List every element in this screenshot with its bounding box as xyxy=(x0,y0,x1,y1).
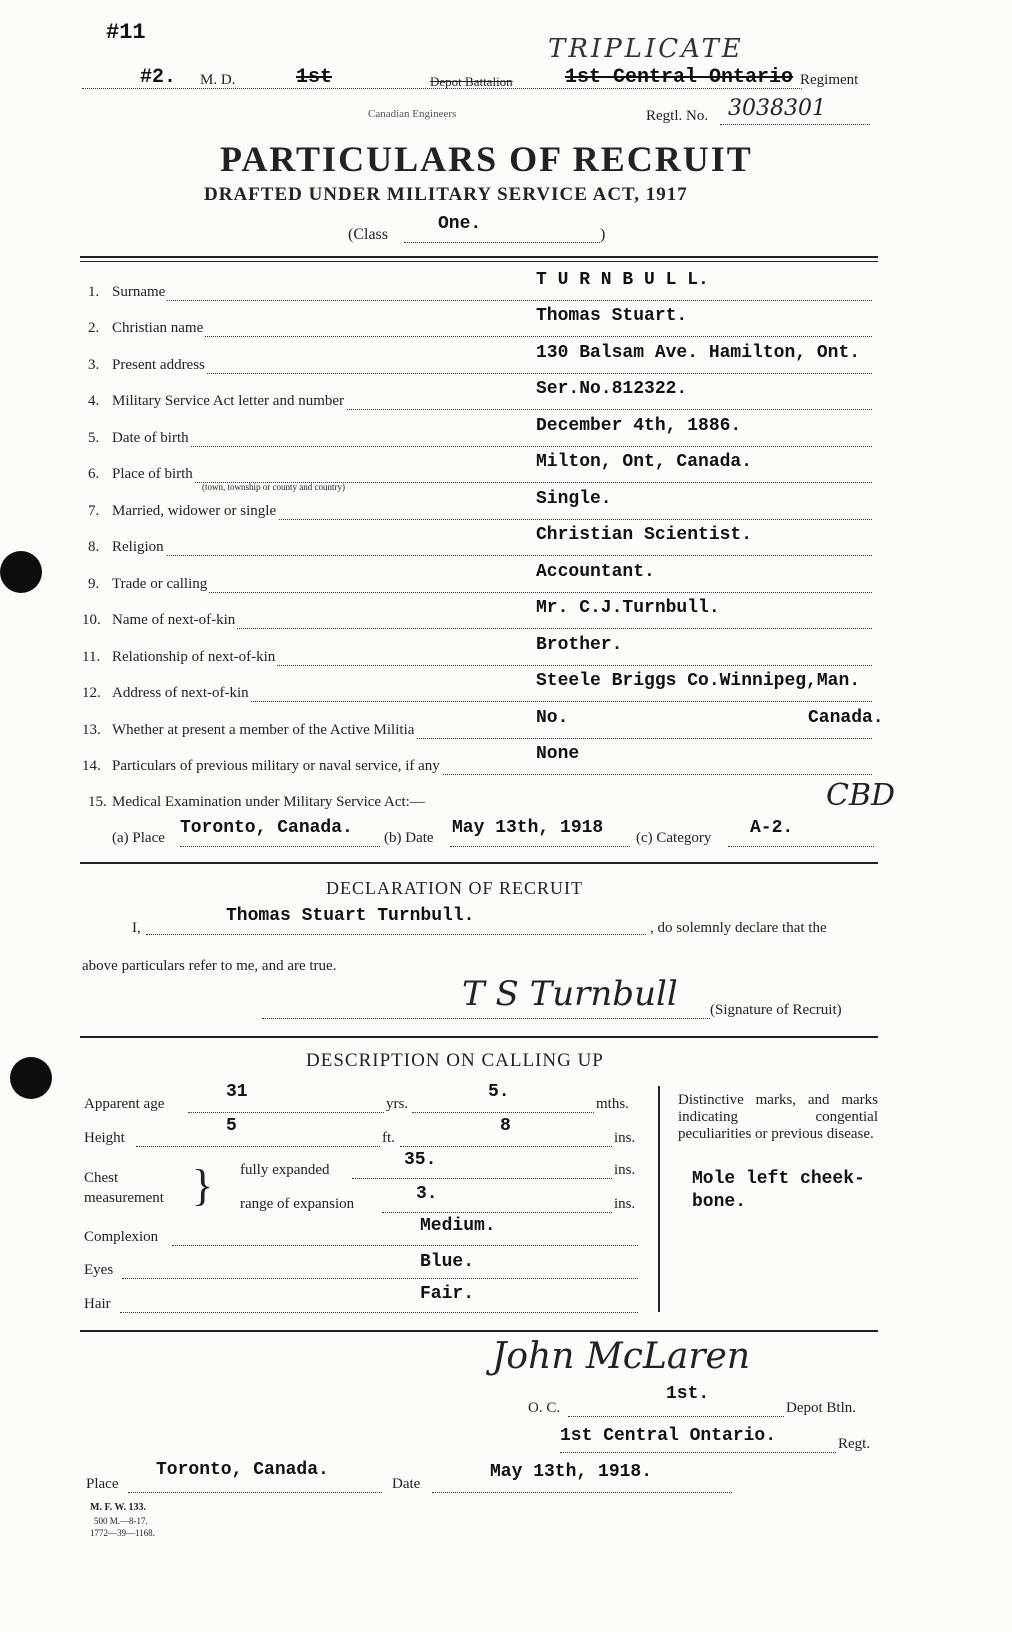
field-value: None xyxy=(536,744,580,764)
age-months: 5. xyxy=(488,1082,510,1102)
class-close: ) xyxy=(600,226,606,243)
field-label: Military Service Act letter and number xyxy=(112,393,345,409)
oc-depot-label: Depot Btln. xyxy=(786,1400,856,1416)
field-label: Married, widower or single xyxy=(112,503,277,519)
regtl-no-label: Regtl. No. xyxy=(646,108,709,124)
oc-label: O. C. xyxy=(528,1400,561,1416)
field-number: 7. xyxy=(88,503,100,519)
field-number: 8. xyxy=(88,539,100,555)
field-number: 4. xyxy=(88,393,100,409)
field-value: Brother. xyxy=(536,635,623,655)
height-in: 8 xyxy=(500,1116,511,1136)
declaration-heading: DECLARATION OF RECRUIT xyxy=(326,878,584,898)
field-value: December 4th, 1886. xyxy=(536,416,742,436)
field-number: 11. xyxy=(82,649,101,665)
field-value: Single. xyxy=(536,489,612,509)
medical-category-value: A-2. xyxy=(750,818,794,838)
height-label: Height xyxy=(84,1130,125,1146)
regtl-no-value: 3038301 xyxy=(728,96,826,121)
regiment-value: 1st Central Ontario xyxy=(565,66,794,89)
class-open: (Class xyxy=(348,226,388,243)
signature-label: (Signature of Recruit) xyxy=(710,1002,842,1018)
hair-value: Fair. xyxy=(420,1284,475,1304)
address-nok-continued: Canada. xyxy=(808,708,884,728)
oc-regt-value: 1st Central Ontario. xyxy=(560,1426,777,1446)
chest-label-1: Chest xyxy=(84,1170,119,1186)
field-label: Date of birth xyxy=(112,430,189,446)
field-number: 14. xyxy=(82,758,101,774)
oc-depot-value: 1st. xyxy=(666,1384,710,1404)
field-number: 13. xyxy=(82,722,101,738)
apparent-age-label: Apparent age xyxy=(84,1096,165,1112)
hair-label: Hair xyxy=(84,1296,111,1312)
depot-battalion-label: Depot Battalion xyxy=(430,74,513,89)
page-subtitle: DRAFTED UNDER MILITARY SERVICE ACT, 1917 xyxy=(204,184,688,205)
fully-expanded-ins: ins. xyxy=(614,1162,636,1178)
regiment-label: Regiment xyxy=(800,72,859,88)
declaration-i: I, xyxy=(132,920,141,936)
declaration-name: Thomas Stuart Turnbull. xyxy=(226,906,475,926)
class-value: One. xyxy=(438,214,482,234)
recruit-signature: T S Turnbull xyxy=(462,974,678,1014)
ft-label: ft. xyxy=(382,1130,395,1146)
field-value: Thomas Stuart. xyxy=(536,306,688,326)
field-value: No. xyxy=(536,708,569,728)
medical-category-label: (c) Category xyxy=(636,830,712,846)
stamp-unit: Canadian Engineers xyxy=(368,108,457,120)
oc-regt-label: Regt. xyxy=(838,1436,871,1452)
field-number: 3. xyxy=(88,357,100,373)
yrs-label: yrs. xyxy=(386,1096,409,1112)
description-heading: DESCRIPTION ON CALLING UP xyxy=(306,1050,604,1071)
field-label: Religion xyxy=(112,539,164,555)
medical-date-label: (b) Date xyxy=(384,830,434,846)
field-number: 12. xyxy=(82,685,101,701)
medical-place-label: (a) Place xyxy=(112,830,165,846)
form-code-2: 500 M.—8-17. xyxy=(94,1516,148,1526)
field-label: Present address xyxy=(112,357,205,373)
punch-hole xyxy=(0,551,42,593)
complexion-label: Complexion xyxy=(84,1229,159,1245)
height-ft: 5 xyxy=(226,1116,237,1136)
field-number: 1. xyxy=(88,284,100,300)
field-value: Accountant. xyxy=(536,562,655,582)
marks-heading: Distinctive marks, and marks indicating congential peculiarities or previous disease. xyxy=(678,1092,878,1142)
fully-expanded-label: fully expanded xyxy=(240,1162,330,1178)
age-years: 31 xyxy=(226,1082,248,1102)
depot-number: 1st xyxy=(296,66,333,89)
chest-label-2: measurement xyxy=(84,1190,164,1206)
ins-label: ins. xyxy=(614,1130,636,1146)
field-label: Trade or calling xyxy=(112,576,208,592)
oc-place-label: Place xyxy=(86,1476,119,1492)
place-of-birth-note: (town, township or county and country) xyxy=(202,482,345,492)
field-label: Place of birth xyxy=(112,466,193,482)
medical-date-value: May 13th, 1918 xyxy=(452,818,604,838)
field-value: Christian Scientist. xyxy=(536,525,753,545)
medical-place-value: Toronto, Canada. xyxy=(180,818,353,838)
field-label: Relationship of next-of-kin xyxy=(112,649,276,665)
complexion-value: Medium. xyxy=(420,1216,496,1236)
field-number: 10. xyxy=(82,612,101,628)
field-label: Surname xyxy=(112,284,166,300)
field-label: Whether at present a member of the Active Militia xyxy=(112,722,415,738)
field-value: Ser.No.812322. xyxy=(536,379,688,399)
eyes-label: Eyes xyxy=(84,1262,114,1278)
field-label: Particulars of previous military or naval service, if any xyxy=(112,758,440,774)
field-value: Steele Briggs Co.Winnipeg,Man. xyxy=(536,671,861,691)
range-label: range of expansion xyxy=(240,1196,355,1212)
form-code-1: M. F. W. 133. xyxy=(90,1502,147,1513)
mths-label: mths. xyxy=(596,1096,629,1112)
marks-value: Mole left cheek-bone. xyxy=(692,1169,865,1212)
field-number: 5. xyxy=(88,430,100,446)
field-label: Christian name xyxy=(112,320,204,336)
file-number: #11 xyxy=(106,20,146,45)
medical-initials: CBD xyxy=(826,778,896,813)
chest-brace: } xyxy=(192,1161,214,1210)
field-value: Mr. C.J.Turnbull. xyxy=(536,598,720,618)
page-title: PARTICULARS OF RECRUIT xyxy=(220,139,753,179)
medical-label: Medical Examination under Military Service Act:— xyxy=(112,794,425,810)
fully-expanded-value: 35. xyxy=(404,1150,437,1170)
field-value: Milton, Ont, Canada. xyxy=(536,452,753,472)
oc-date-label: Date xyxy=(392,1476,421,1492)
field-value: 130 Balsam Ave. Hamilton, Ont. xyxy=(536,343,861,363)
declaration-text-2: above particulars refer to me, and are true. xyxy=(82,958,337,974)
field-number: 6. xyxy=(88,466,100,482)
field-label: Address of next-of-kin xyxy=(112,685,249,701)
field-number: 9. xyxy=(88,576,100,592)
declaration-text-1: , do solemnly declare that the xyxy=(650,920,827,936)
oc-signature: John McLaren xyxy=(492,1336,751,1377)
range-ins: ins. xyxy=(614,1196,636,1212)
field-value: T U R N B U L L. xyxy=(536,270,709,290)
field-number: 2. xyxy=(88,320,100,336)
oc-date-value: May 13th, 1918. xyxy=(490,1462,653,1482)
medical-num: 15. xyxy=(88,794,107,810)
form-code-3: 1772—39—1168. xyxy=(90,1528,155,1538)
oc-place-value: Toronto, Canada. xyxy=(156,1460,329,1480)
punch-hole xyxy=(10,1057,52,1099)
eyes-value: Blue. xyxy=(420,1252,475,1272)
field-label: Name of next-of-kin xyxy=(112,612,236,628)
md-label: M. D. xyxy=(200,72,236,88)
md-number: #2. xyxy=(140,66,177,89)
range-value: 3. xyxy=(416,1184,438,1204)
triplicate-stamp: TRIPLICATE xyxy=(548,34,744,64)
